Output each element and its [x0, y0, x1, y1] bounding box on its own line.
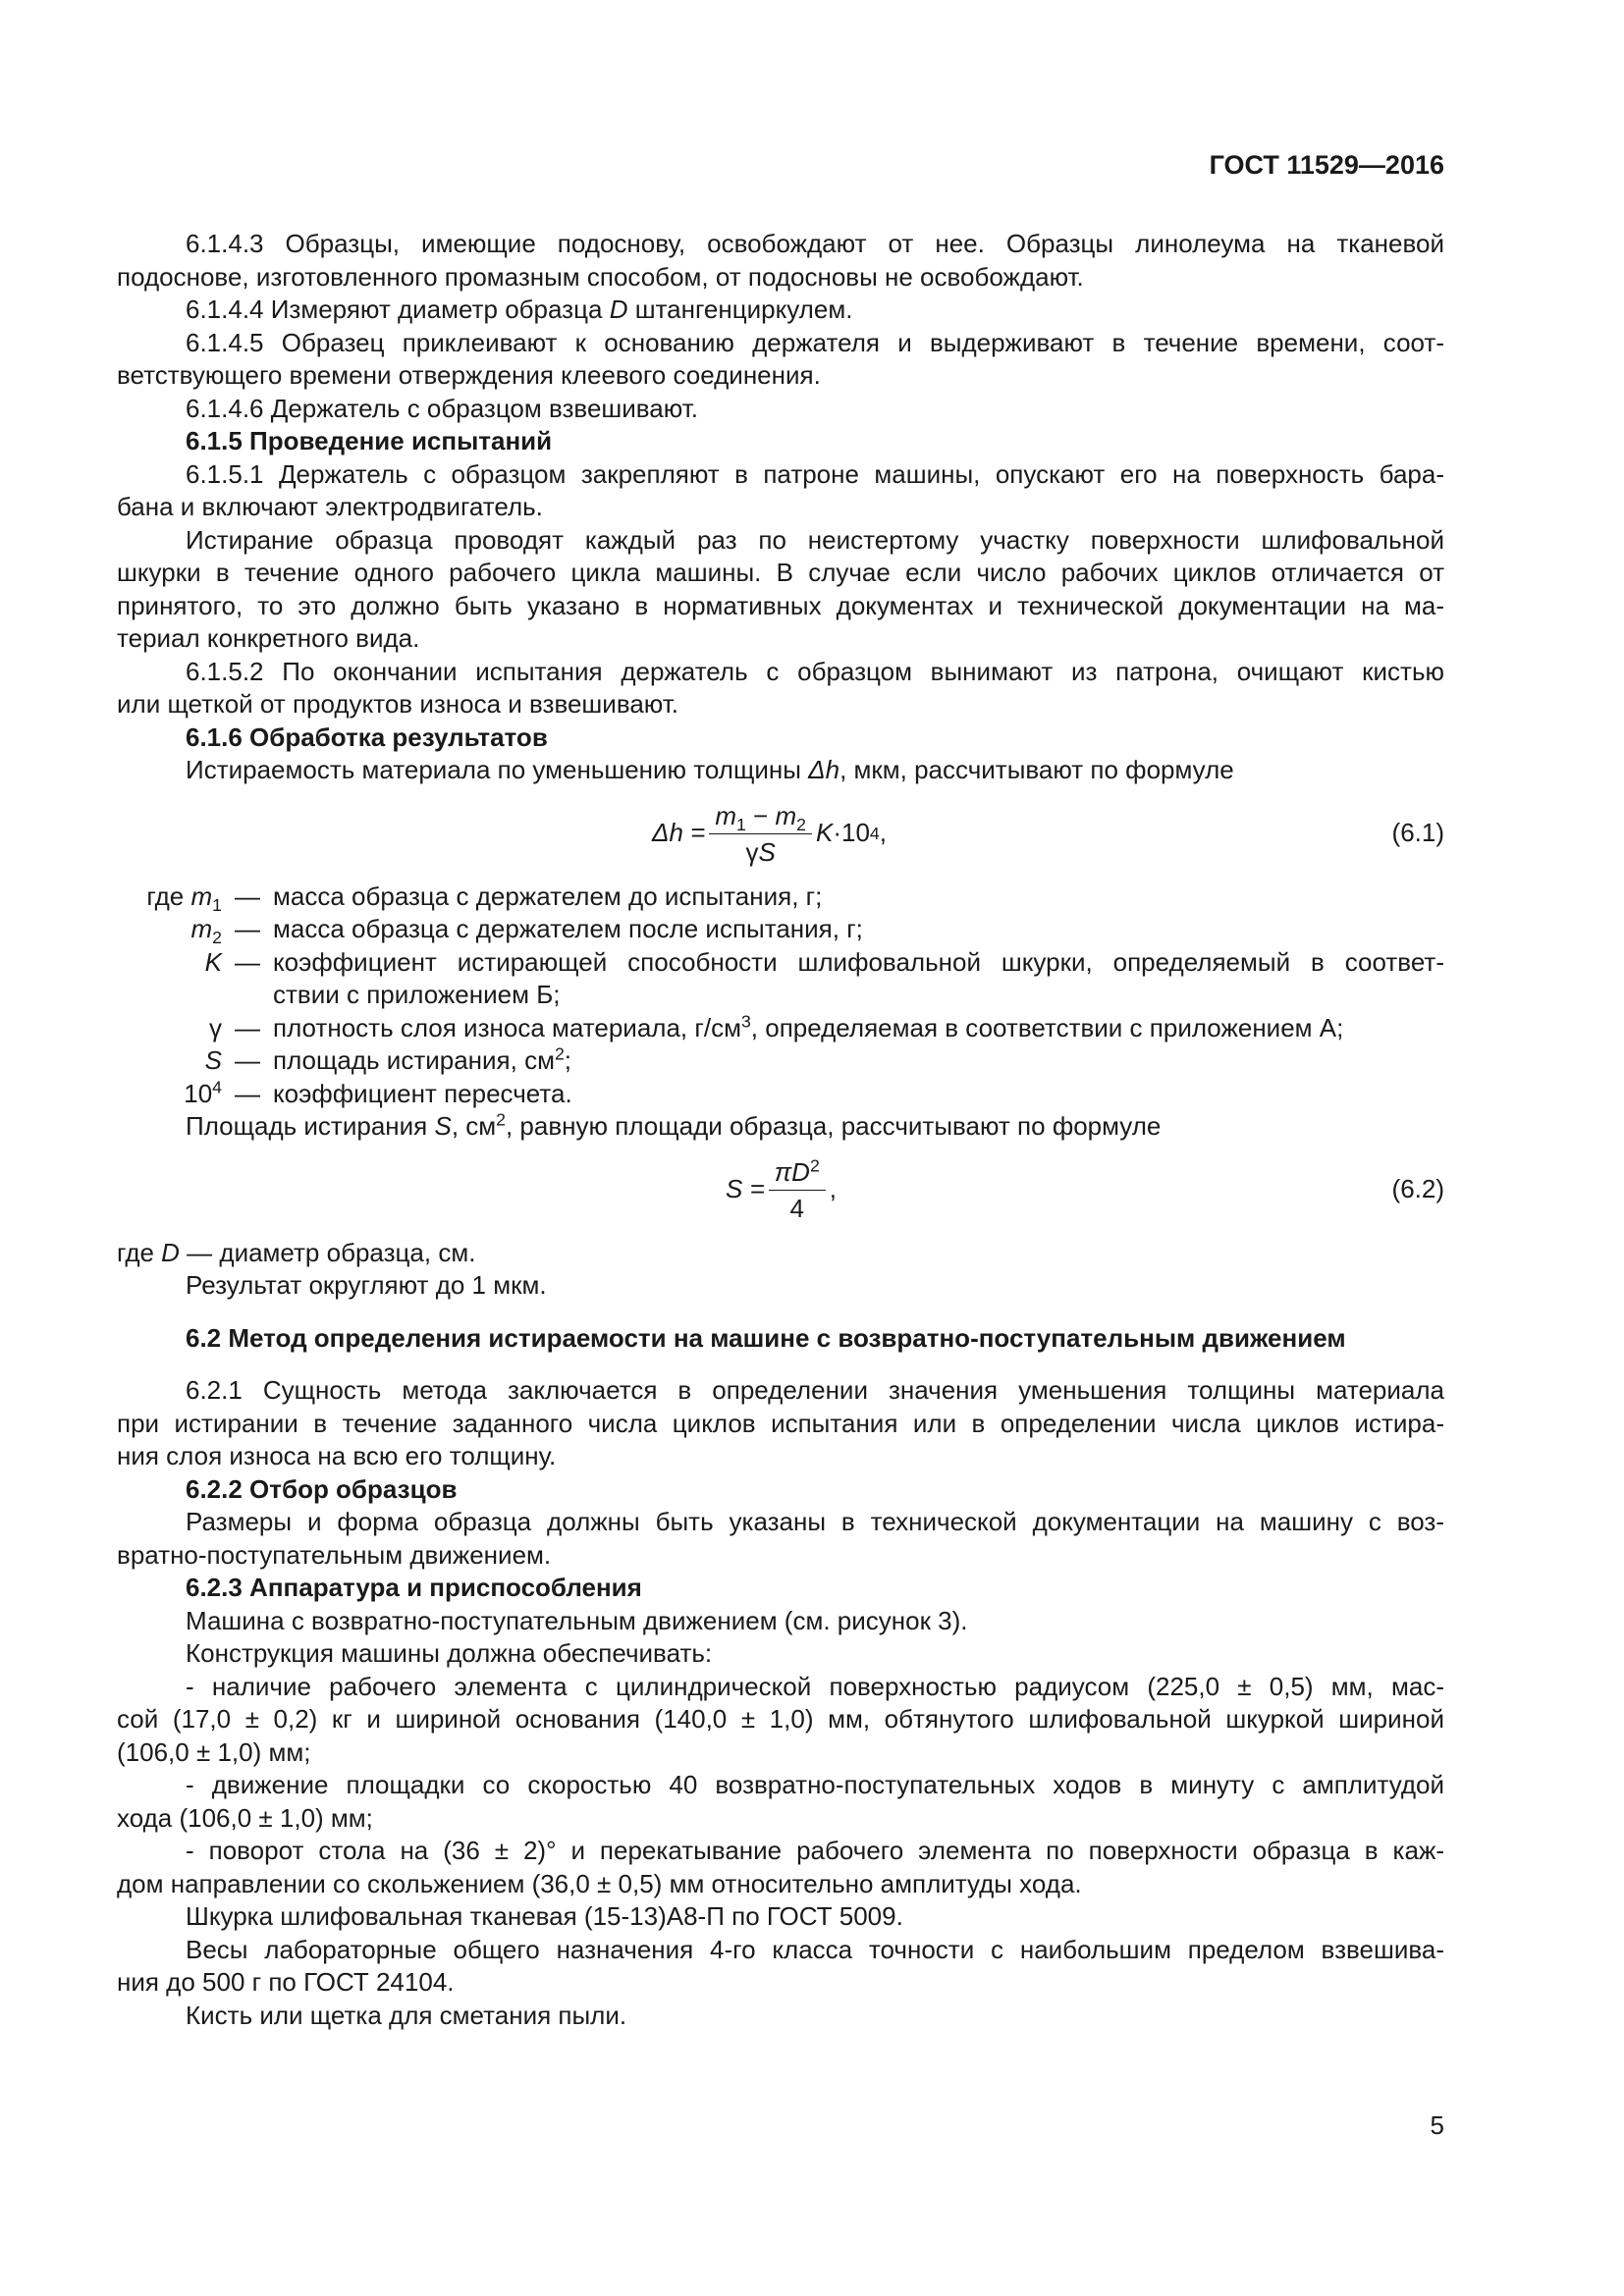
- para-scales-line1: Весы лабораторные общего назначения 4-го класса точности с наибольшим пределом взвешива-: [186, 1934, 1444, 1964]
- para-construction: Конструкция машины должна обеспечивать:: [186, 1638, 713, 1668]
- para-6-1-5-1-line1: 6.1.5.1 Держатель с образцом закрепляют в патроне машины, опускают его на поверхность бара-: [186, 458, 1444, 489]
- formula-6-1: Δh = $\frac{m_1 - m_2}{\gamma S}$ K ·10 4 , (6.1): [652, 800, 1444, 867]
- para-6-1-4-5-line2: ветствующего времени отверждения клеевого соединения.: [117, 360, 821, 390]
- para-6-1-5-2-line1: 6.1.5.2 По окончании испытания держатель с образцом вынимают из патрона, очищают кистью: [186, 656, 1444, 686]
- fraction-denominator: γS: [745, 836, 776, 867]
- para-6-2-2-line2: вратно-поступательным движением.: [117, 1539, 552, 1570]
- formula-lhs: S =: [726, 1174, 765, 1204]
- page-number: 5: [1430, 2110, 1444, 2140]
- heading-6-1-5: 6.1.5 Проведение испытаний: [186, 426, 553, 455]
- para-6-2-1-line3: ния слоя износа на всю его толщину.: [117, 1441, 557, 1470]
- para-abrasion-line3: принятого, то это должно быть указано в нормативных документах и технической документации на ма-: [117, 590, 1444, 620]
- heading-6-2-3: 6.2.3 Аппаратура и приспособления: [186, 1573, 642, 1602]
- para-area-intro: Площадь истирания S, $см^2$, равную площади образца, рассчитывают по формуле: [186, 1109, 1162, 1141]
- para-6-1-5-2-line2: или щеткой от продуктов износа и взвешивают.: [117, 689, 678, 719]
- definition-m1: где $m_1$ — масса образца с держателем до испытания, г;: [146, 881, 823, 915]
- bullet-1-line3: (106,0 ± 1,0) мм;: [117, 1736, 311, 1767]
- definition-coefficient: $10^4$ — коэффициент пересчета.: [184, 1076, 572, 1108]
- bullet-2-line1: - движение площадки со скоростью 40 возвратно-поступательных ходов в минуту с амплитудой: [186, 1770, 1444, 1799]
- equation-number-6-1: (6.1): [1391, 817, 1444, 847]
- formula-6-2: S = $\frac{\pi D^2}{4}$ , (6.2): [726, 1154, 1444, 1223]
- para-formula-intro: Истираемость материала по уменьшению толщины Δh, мкм, рассчитывают по формуле: [186, 755, 1234, 784]
- para-6-1-4-6: 6.1.4.6 Держатель с образцом взвешивают.: [186, 393, 698, 423]
- bullet-3-line1: - поворот стола на (36 ± 2)° и перекатывание рабочего элемента по поверхности образца в каж-: [186, 1836, 1444, 1865]
- heading-6-2-2: 6.2.2 Отбор образцов: [186, 1473, 458, 1504]
- para-6-1-5-1-line2: бана и включают электродвигатель.: [117, 492, 543, 521]
- para-6-1-4-3-line2: подоснове, изготовленного промазным способом, от подосновы не освобождают.: [117, 261, 1084, 292]
- bullet-3-line2: дом направлении со скольжением (36,0 ± 0,5) мм относительно амплитуды хода.: [117, 1868, 1082, 1898]
- main-text: [117, 228, 1444, 2032]
- fraction: [709, 800, 812, 868]
- definition-k: K — коэффициент истирающей способности шлифовальной шкурки, определяемый в соответ- ствии с приложением Б;: [204, 946, 1444, 1009]
- para-brush: Кисть или щетка для сметания пыли.: [186, 2000, 627, 2030]
- para-rounding: Результат округляют до 1 мкм.: [186, 1270, 547, 1300]
- para-abrasive-cloth: Шкурка шлифовальная тканевая (15-13)А8-П по ГОСТ 5009.: [186, 1901, 903, 1931]
- para-6-2-1-line1: 6.2.1 Сущность метода заключается в определении значения уменьшения толщины материала: [186, 1375, 1444, 1405]
- heading-6-1-6: 6.1.6 Обработка результатов: [186, 721, 548, 752]
- bullet-1-line2: сой (17,0 ± 0,2) кг и шириной основания (140,0 ± 1,0) мм, обтянутого шлифовальной шкуркой шириной: [117, 1704, 1444, 1734]
- definition-s: S — площадь истирания, $см^2$;: [204, 1043, 572, 1075]
- para-scales-line2: ния до 500 г по ГОСТ 24104.: [117, 1967, 455, 1997]
- para-abrasion-line4: териал конкретного вида.: [117, 623, 420, 653]
- para-6-1-4-3-line1: 6.1.4.3 Образцы, имеющие подоснову, освобождают от нее. Образцы линолеума на тканевой: [186, 229, 1444, 258]
- document-header: ГОСТ 11529—2016: [1209, 150, 1444, 180]
- para-abrasion-line2: шкурки в течение одного рабочего цикла машины. В случае если число рабочих циклов отличается от: [117, 558, 1444, 587]
- variable-definitions: [117, 881, 1444, 1111]
- definition-d: где D — диаметр образца, см.: [117, 1237, 476, 1267]
- fraction-denominator: 4: [789, 1193, 804, 1223]
- para-6-1-4-5-line1: 6.1.4.5 Образец приклеивают к основанию держателя и выдерживают в течение времени, соот-: [186, 327, 1444, 357]
- fraction: [769, 1156, 826, 1224]
- definition-m2: $m_2$ — масса образца с держателем после испытания, г;: [190, 914, 863, 948]
- fraction-numerator: $\pi D^2$: [769, 1156, 826, 1191]
- fraction-numerator: $m_1 - m_2$: [709, 800, 812, 834]
- definition-gamma: γ — плотность слоя износа материала, $г/см^3$, определяемая в соответствии с приложением А;: [209, 1010, 1344, 1042]
- equation-number-6-2: (6.2): [1391, 1173, 1444, 1203]
- para-machine: Машина с возвратно-поступательным движением (см. рисунок 3).: [186, 1605, 968, 1635]
- para-6-1-4-4: 6.1.4.4 Измеряют диаметр образца D штангенциркулем.: [186, 294, 853, 324]
- heading-6-2: 6.2 Метод определения истираемости на машине с возвратно-поступательным движением: [186, 1322, 1346, 1353]
- para-6-2-2-line1: Размеры и форма образца должны быть указаны в технической документации на машину с воз-: [186, 1507, 1444, 1536]
- para-6-2-1-line2: при истирании в течение заданного числа циклов испытания или в определении числа циклов истира-: [117, 1408, 1444, 1438]
- bullet-2-line2: хода (106,0 ± 1,0) мм;: [117, 1802, 373, 1833]
- formula-lhs: Δh =: [652, 818, 706, 848]
- para-abrasion-line1: Истирание образца проводят каждый раз по неистертому участку поверхности шлифовальной: [186, 524, 1444, 555]
- bullet-1-line1: - наличие рабочего элемента с цилиндрической поверхностью радиусом (225,0 ± 0,5) мм, мас-: [186, 1671, 1444, 1701]
